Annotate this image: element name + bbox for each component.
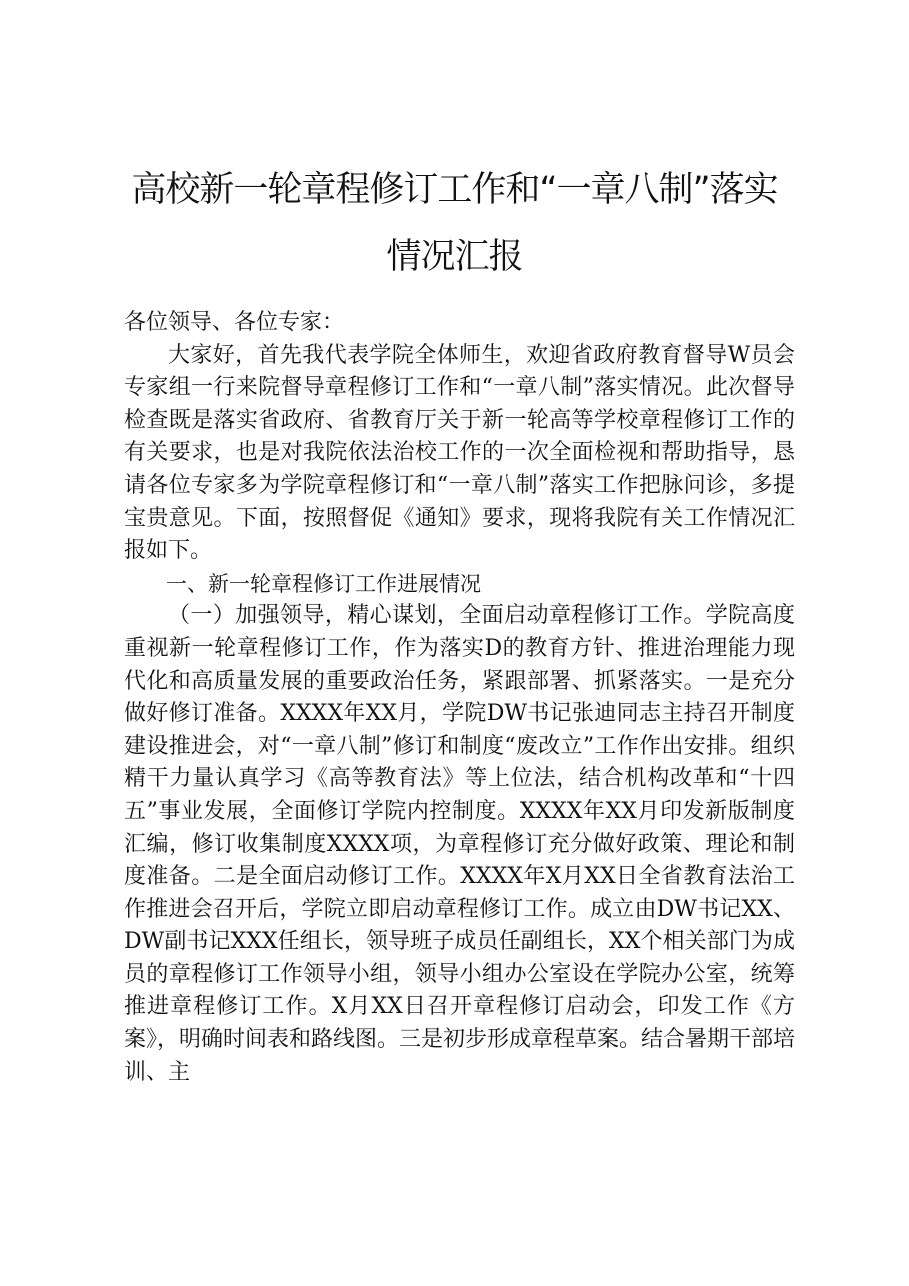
document-title-line-1: 高校新一轮章程修订工作和“一章八制”落实	[131, 170, 778, 210]
document-body	[124, 307, 795, 1089]
section-1-heading: 一、新一轮章程修订工作进展情况	[166, 571, 481, 596]
document-title-line-2: 情况汇报	[386, 237, 523, 277]
section-1-paragraph-1: （一）加强领导，精心谋划，全面启动章程修订工作。学院高度重视新一轮章程修订工作，作为落实D的教育方针、推进治理能力现代化和高质量发展的重要政治任务，紧跟部署、抓紧落实。一是充分做好修订准备。XXXX年XX月，学院DW书记张迪同志主持召开制度建设推进会，对“一章八制”修订和制度“废改立”工作作出安排。组织精干力量认真学习《高等教育法》等上位法，结合机构改革和“十四五”事业发展，全面修订学院内控制度。XXXX年XX月印发新版制度汇编，修订收集制度XXXX项，为章程修订充分做好政策、理论和制度准备。二是全面启动修订工作。XXXX年X月XX日全省教育法治工作推进会召开后，学院立即启动章程修订工作。成立由DW书记XX、DW副书记XXX任组长，领导班子成员任副组长，XX个相关部门为成员的章程修订工作领导小组，领导小组办公室设在学院办公室，统筹推进章程修订工作。X月XX日召开章程修订启动会，印发工作《方案》，明确时间表和路线图。三是初步形成章程草案。结合暑期干部培训、主	[124, 603, 796, 1085]
intro-paragraph: 大家好，首先我代表学院全体师生，欢迎省政府教育督导W员会专家组一行来院督导章程修订工作和“一章八制”落实情况。此次督导检查既是落实省政府、省教育厅关于新一轮高等学校章程修订工作的有关要求，也是对我院依法治校工作的一次全面检视和帮助指导，恳请各位专家多为学院章程修订和“一章八制”落实工作把脉问诊，多提宝贵意见。下面，按照督促《通知》要求，现将我院有关工作情况汇报如下。	[124, 342, 795, 564]
salutation: 各位领导、各位专家：	[124, 310, 345, 335]
